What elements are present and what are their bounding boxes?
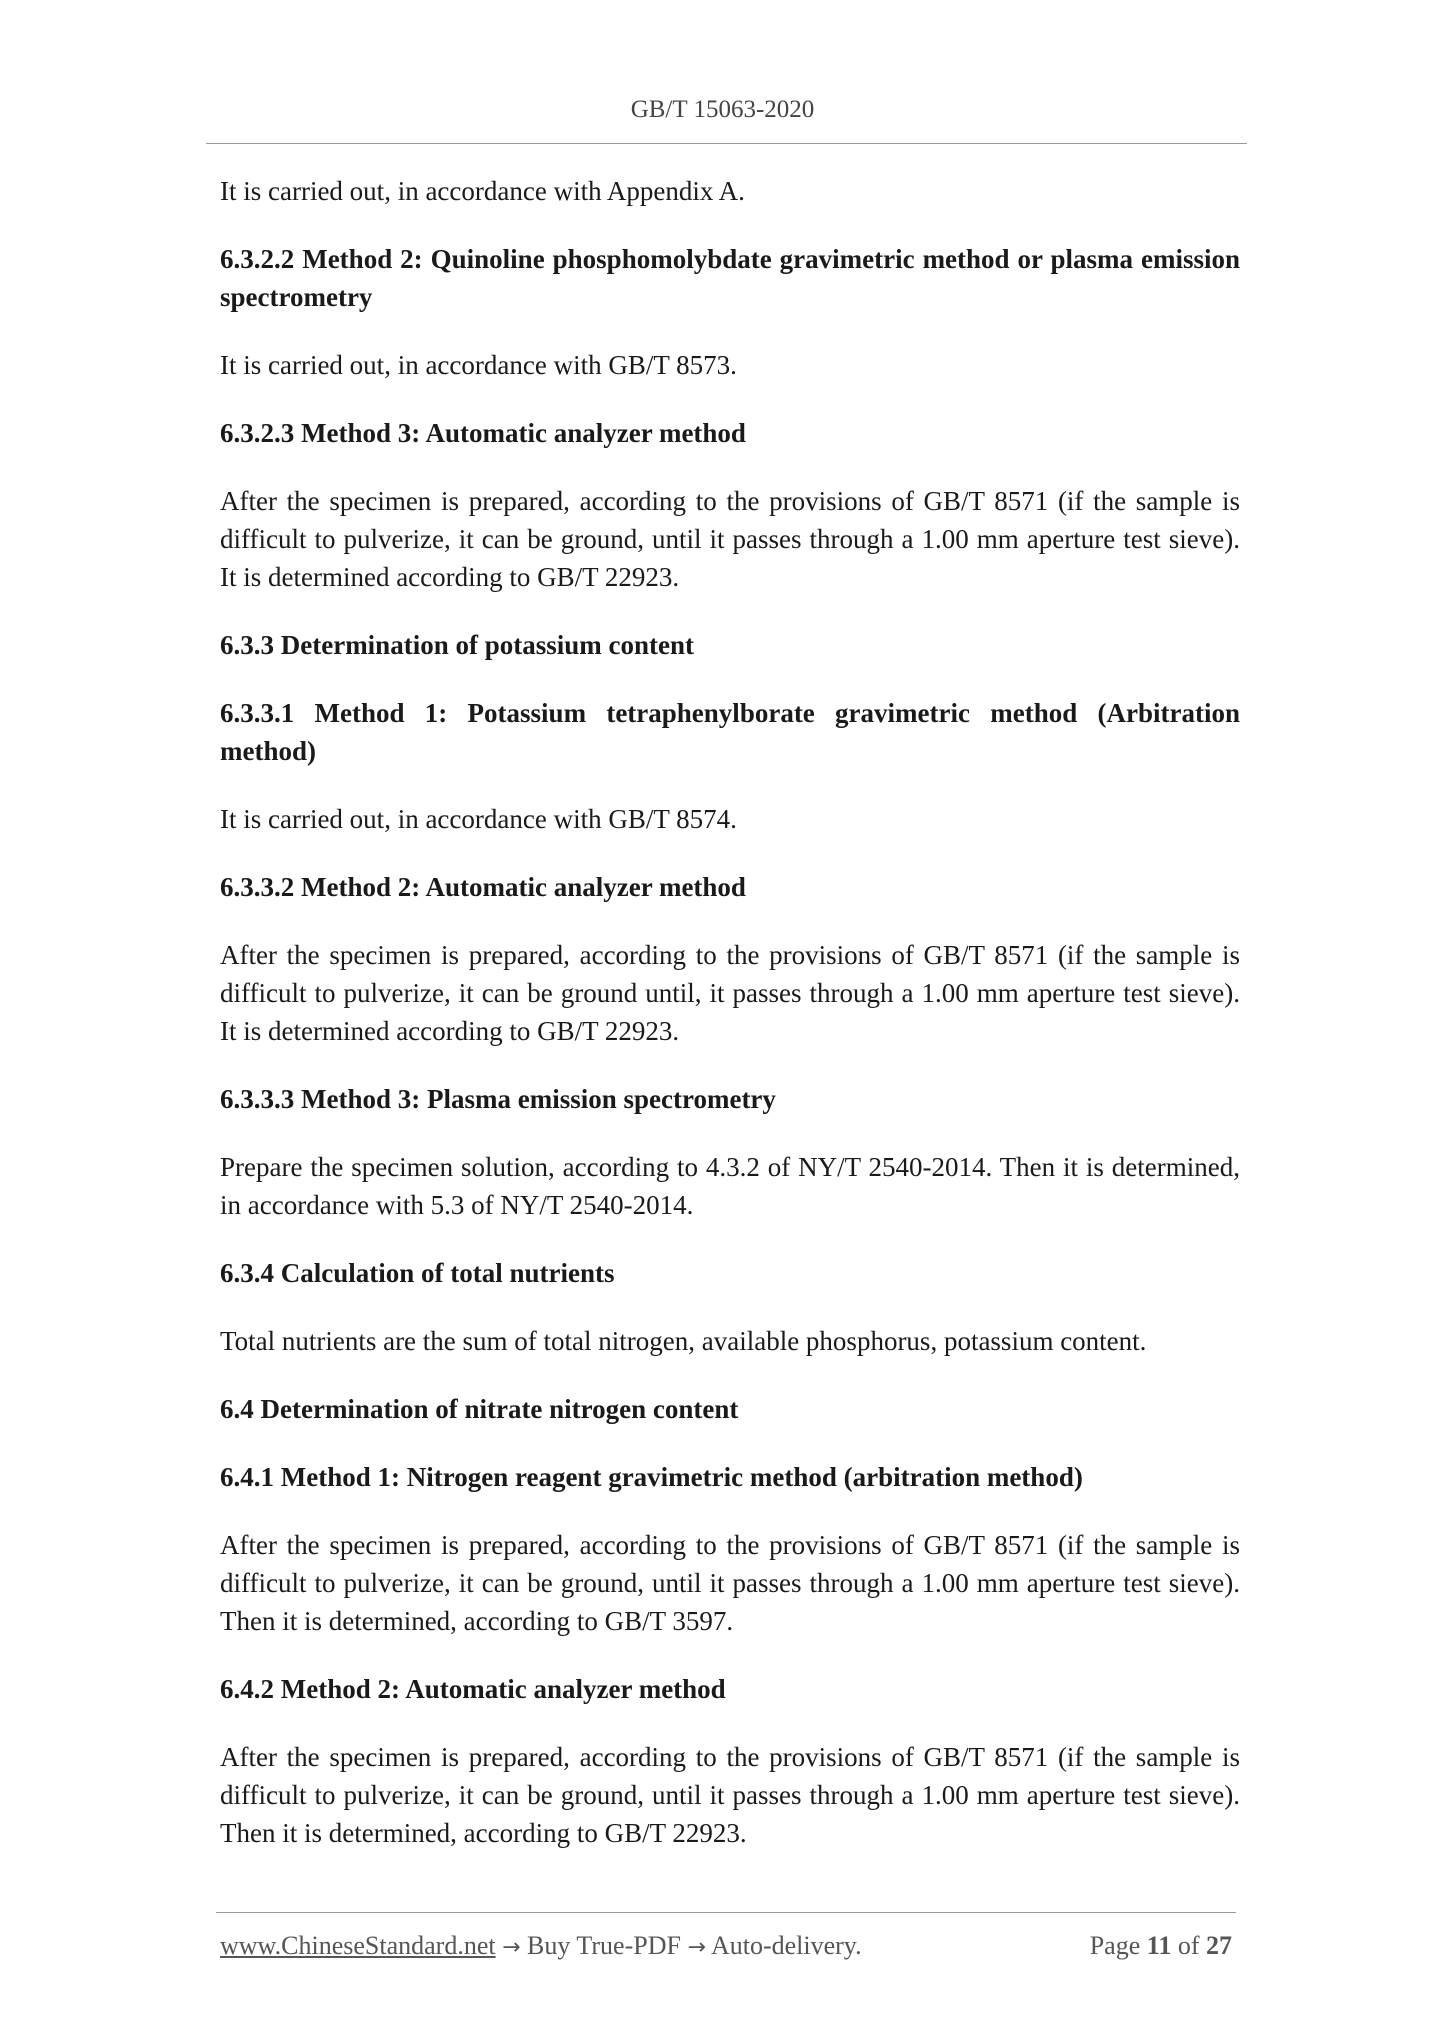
- section-heading: 6.3.4 Calculation of total nutrients: [220, 1258, 615, 1288]
- buy-text: Buy True-PDF: [527, 1931, 681, 1960]
- paragraph: It is carried out, in accordance with GB/T 8574.: [220, 804, 737, 834]
- right-arrow-icon: →: [687, 1935, 706, 1960]
- page-word: Page: [1089, 1931, 1141, 1960]
- section-heading: 6.4.2 Method 2: Automatic analyzer method: [220, 1674, 726, 1704]
- header-divider: [206, 143, 1247, 144]
- paragraph: After the specimen is prepared, according to the provisions of GB/T 8571 (if the sample is difficult to pulverize, it can be ground, until it passes through a 1.00 mm aperture test sieve). Then it is determined, according to GB/T 22923.: [220, 1742, 1240, 1848]
- section-heading: 6.3.2.3 Method 3: Automatic analyzer method: [220, 418, 746, 448]
- right-arrow-icon: →: [502, 1935, 521, 1960]
- paragraph: It is carried out, in accordance with Appendix A.: [220, 176, 745, 206]
- paragraph: Total nutrients are the sum of total nitrogen, available phosphorus, potassium content.: [220, 1326, 1147, 1356]
- section-heading: 6.3.3.2 Method 2: Automatic analyzer method: [220, 872, 746, 902]
- page-body: [220, 172, 1240, 1882]
- section-heading: 6.3.3.1 Method 1: Potassium tetraphenylborate gravimetric method (Arbitration method): [220, 698, 1240, 766]
- footer-promo: [220, 1931, 862, 1961]
- paragraph: It is carried out, in accordance with GB/T 8573.: [220, 350, 737, 380]
- page-current: 11: [1146, 1931, 1172, 1960]
- section-heading: 6.3.3 Determination of potassium content: [220, 630, 694, 660]
- of-word: of: [1177, 1931, 1200, 1960]
- paragraph: Prepare the specimen solution, according to 4.3.2 of NY/T 2540-2014. Then it is determined, in accordance with 5.3 of NY/T 2540-2014.: [220, 1152, 1240, 1220]
- section-heading: 6.4 Determination of nitrate nitrogen content: [220, 1394, 739, 1424]
- paragraph: After the specimen is prepared, according to the provisions of GB/T 8571 (if the sample is difficult to pulverize, it can be ground, until it passes through a 1.00 mm aperture test sieve). It is determined according to GB/T 22923.: [220, 486, 1240, 592]
- footer-divider: [216, 1912, 1236, 1913]
- page-number: [1090, 1931, 1232, 1961]
- section-heading: 6.3.2.2 Method 2: Quinoline phosphomolybdate gravimetric method or plasma emission spectrometry: [220, 244, 1240, 312]
- section-heading: 6.3.3.3 Method 3: Plasma emission spectrometry: [220, 1084, 776, 1114]
- page-total: 27: [1206, 1931, 1232, 1960]
- delivery-text: Auto-delivery.: [710, 1931, 862, 1960]
- site-link[interactable]: www.ChineseStandard.net: [220, 1931, 496, 1960]
- paragraph: After the specimen is prepared, according to the provisions of GB/T 8571 (if the sample is difficult to pulverize, it can be ground, until it passes through a 1.00 mm aperture test sieve). Then it is determined, according to GB/T 3597.: [220, 1530, 1240, 1636]
- paragraph: After the specimen is prepared, according to the provisions of GB/T 8571 (if the sample is difficult to pulverize, it can be ground until, it passes through a 1.00 mm aperture test sieve). It is determined according to GB/T 22923.: [220, 940, 1240, 1046]
- section-heading: 6.4.1 Method 1: Nitrogen reagent gravimetric method (arbitration method): [220, 1462, 1083, 1492]
- document-code: GB/T 15063-2020: [630, 96, 815, 123]
